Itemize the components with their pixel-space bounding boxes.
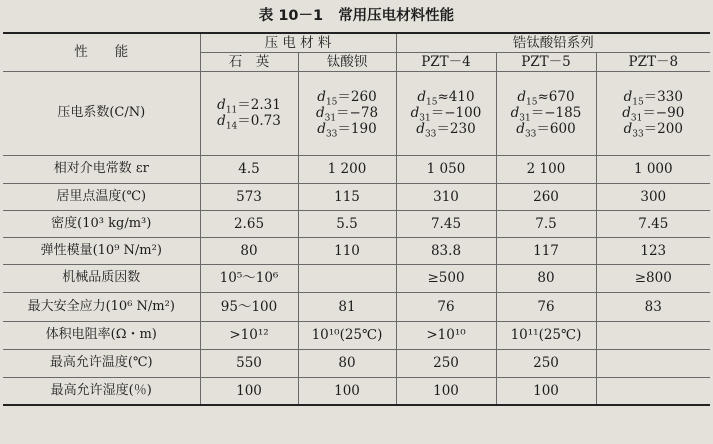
- row-label: 最高允许湿度(％): [3, 377, 200, 405]
- data-cell: 250: [396, 349, 496, 377]
- data-cell: 115: [298, 183, 396, 210]
- data-cell: 7.5: [496, 210, 596, 237]
- data-cell: [200, 71, 298, 155]
- data-cell: 4.5: [200, 155, 298, 183]
- data-cell: >10¹⁰: [396, 321, 496, 349]
- data-cell: 83.8: [396, 237, 496, 264]
- data-cell: 1 000: [596, 155, 710, 183]
- coeff-value: $d_{15}\approx 670$: [517, 89, 575, 108]
- data-cell: 100: [396, 377, 496, 405]
- data-cell: [596, 71, 710, 155]
- data-cell: 95～100: [200, 292, 298, 321]
- table-row: [3, 377, 710, 405]
- table-row: [3, 292, 710, 321]
- data-cell: ≥500: [396, 264, 496, 292]
- coeff-value: $d_{33}=600$: [516, 121, 576, 140]
- table-row: [3, 155, 710, 183]
- data-cell: >10¹²: [200, 321, 298, 349]
- coeff-value: $d_{31}=-100$: [410, 105, 482, 124]
- data-cell: 76: [396, 292, 496, 321]
- data-cell: [298, 264, 396, 292]
- data-cell: 100: [200, 377, 298, 405]
- row-label: 居里点温度(℃): [3, 183, 200, 210]
- header-col-pzt5: PZT－5: [496, 52, 596, 71]
- coeff-value: $d_{33}=200$: [623, 121, 683, 140]
- table-caption: [0, 5, 713, 27]
- data-cell: 110: [298, 237, 396, 264]
- data-cell: [298, 71, 396, 155]
- header-group-piezo: 压 电 材 料: [200, 33, 396, 52]
- data-cell: 76: [496, 292, 596, 321]
- row-label: 最高允许温度(℃): [3, 349, 200, 377]
- row-label: 机械品质因数: [3, 264, 200, 292]
- coeff-value: $d_{15}=330$: [623, 89, 683, 108]
- data-cell: [396, 71, 496, 155]
- coeff-value: $d_{31}=-185$: [510, 105, 582, 124]
- coeff-value: $d_{33}=190$: [317, 121, 377, 140]
- coeff-value: $d_{31}=-90$: [622, 105, 685, 124]
- data-cell: 260: [496, 183, 596, 210]
- data-cell: 310: [396, 183, 496, 210]
- data-cell: 1 050: [396, 155, 496, 183]
- coeff-value: $d_{15}=260$: [317, 89, 377, 108]
- data-cell: 80: [298, 349, 396, 377]
- table-row: [3, 210, 710, 237]
- table-row: [3, 349, 710, 377]
- header-group-pzt: 锆钛酸铅系列: [396, 33, 710, 52]
- header-col-pzt8: PZT－8: [596, 52, 710, 71]
- data-cell: 10¹⁰(25℃): [298, 321, 396, 349]
- table-row: [3, 71, 710, 155]
- header-col-quartz: 石 英: [200, 52, 298, 71]
- data-cell: 83: [596, 292, 710, 321]
- header-col-pzt4: PZT－4: [396, 52, 496, 71]
- data-cell: 7.45: [596, 210, 710, 237]
- coeff-value: $d_{11}=2.31$: [217, 97, 281, 116]
- data-cell: 7.45: [396, 210, 496, 237]
- data-cell: 10⁵～10⁶: [200, 264, 298, 292]
- data-cell: 81: [298, 292, 396, 321]
- coeff-value: $d_{15}\approx 410$: [417, 89, 475, 108]
- data-cell: 1 200: [298, 155, 396, 183]
- data-cell: 10¹¹(25℃): [496, 321, 596, 349]
- table-number: 表 10－1: [258, 8, 324, 24]
- header-row-groups: [3, 33, 710, 52]
- data-cell: 2.65: [200, 210, 298, 237]
- piezo-materials-table: [3, 32, 710, 406]
- row-label: 最大安全应力(10⁶ N/m²): [3, 292, 200, 321]
- data-cell: [596, 349, 710, 377]
- data-cell: [496, 71, 596, 155]
- table-row: [3, 264, 710, 292]
- data-cell: 80: [496, 264, 596, 292]
- data-cell: 123: [596, 237, 710, 264]
- table-row: [3, 237, 710, 264]
- row-label: 压电系数(C/N): [3, 71, 200, 155]
- data-cell: 80: [200, 237, 298, 264]
- coeff-value: $d_{33}=230$: [416, 121, 476, 140]
- data-cell: 573: [200, 183, 298, 210]
- data-cell: 2 100: [496, 155, 596, 183]
- data-cell: 550: [200, 349, 298, 377]
- row-label: 相对介电常数 εr: [3, 155, 200, 183]
- data-cell: 300: [596, 183, 710, 210]
- header-col-batio3: 钛酸钡: [298, 52, 396, 71]
- table-row: [3, 183, 710, 210]
- row-label: 弹性模量(10⁹ N/m²): [3, 237, 200, 264]
- data-cell: 100: [496, 377, 596, 405]
- table-title: 常用压电材料性能: [338, 8, 455, 24]
- data-cell: 117: [496, 237, 596, 264]
- data-cell: 5.5: [298, 210, 396, 237]
- data-cell: [596, 321, 710, 349]
- header-property: 性 能: [3, 33, 200, 71]
- data-cell: [596, 377, 710, 405]
- data-cell: ≥800: [596, 264, 710, 292]
- data-cell: 250: [496, 349, 596, 377]
- coeff-value: $d_{31}=-78$: [315, 105, 379, 124]
- row-label: 密度(10³ kg/m³): [3, 210, 200, 237]
- data-cell: 100: [298, 377, 396, 405]
- table-row: [3, 321, 710, 349]
- row-label: 体积电阻率(Ω・m): [3, 321, 200, 349]
- coeff-value: $d_{14}=0.73$: [217, 113, 281, 132]
